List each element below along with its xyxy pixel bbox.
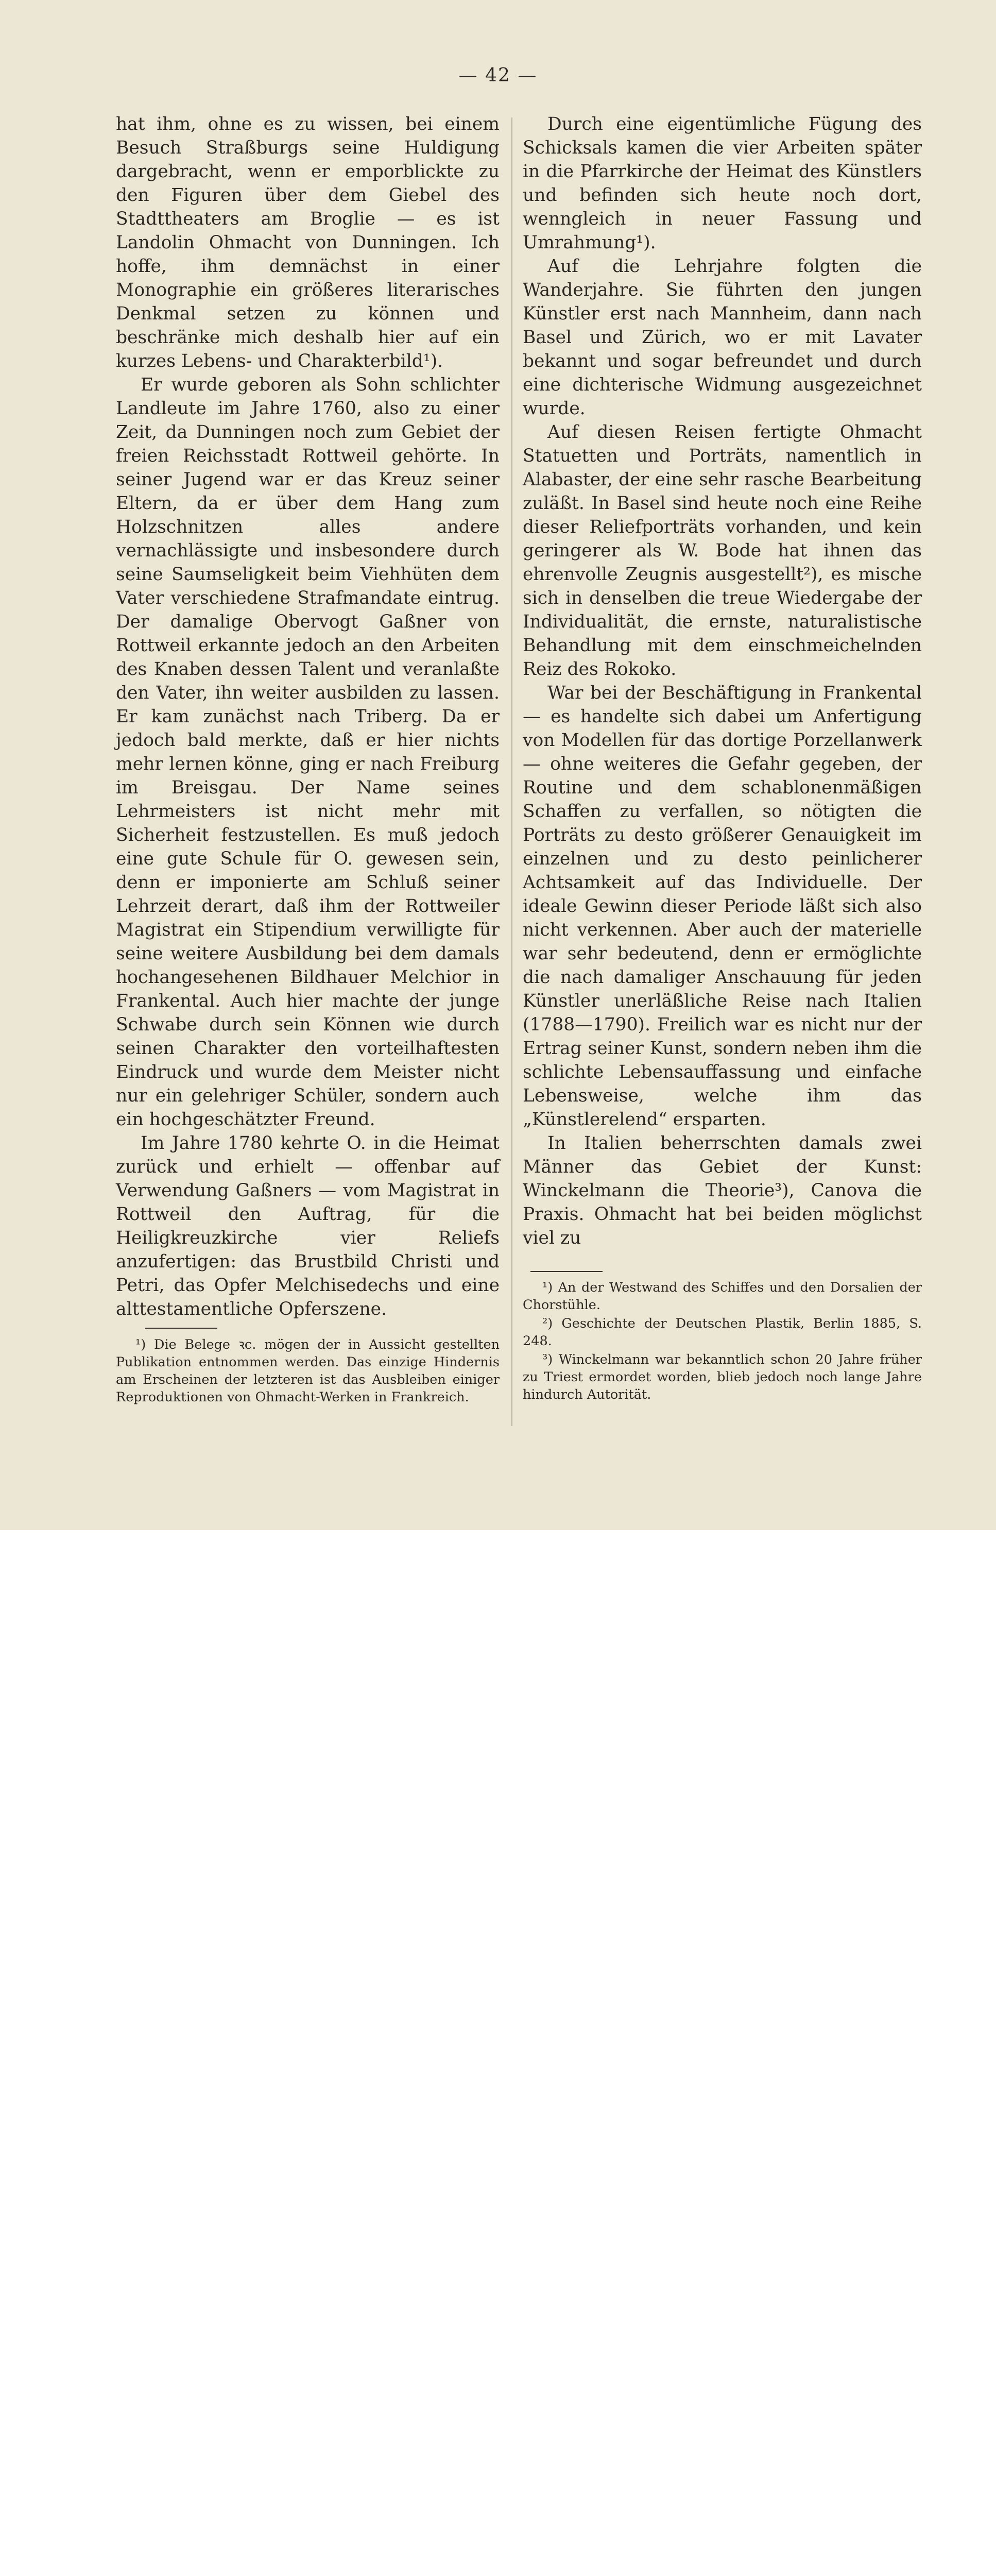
- footnote: ¹) An der Westwand des Schiffes und den Dorsalien der Chorstühle.: [523, 1280, 922, 1313]
- footnote: ²) Geschichte der Deutschen Plastik, Berlin 1885, S. 248.: [523, 1316, 922, 1349]
- left-column: [116, 112, 500, 1321]
- paragraph: Durch eine eigentümliche Fügung des Schicksals kamen die vier Arbeiten später in die Pfarrkirche der Heimat des Künstlers und befinden sich heute noch dort, wenngleich in neuer Fassung und Umrahmung¹).: [523, 114, 922, 253]
- footnote-rule: [145, 1328, 217, 1329]
- paragraph: Er wurde geboren als Sohn schlichter Landleute im Jahre 1760, also zu einer Zeit, da Dunningen noch zum Gebiet der freien Reichsstadt Rottweil gehörte. In seiner Jugend war er das Kreuz seiner Eltern, da er über dem Hang zum Holzschnitzen alles andere vernachlässigte und insbesondere durch seine Saumseligkeit beim Viehhüten dem Vater verschiedene Strafmandate eintrug. Der damalige Obervogt Gaßner von Rottweil erkannte jedoch an den Arbeiten des Knaben dessen Talent und veranlaßte den Vater, ihn weiter ausbilden zu lassen. Er kam zunächst nach Triberg. Da er jedoch bald merkte, daß er hier nichts mehr lernen könne, ging er nach Freiburg im Breisgau. Der Name seines Lehrmeisters ist nicht mehr mit Sicherheit festzustellen. Es muß jedoch eine gute Schule für O. gewesen sein, denn er imponierte am Schluß seiner Lehrzeit derart, daß ihm der Rottweiler Magistrat ein Stipendium verwilligte für seine weitere Ausbildung bei dem damals hochangesehenen Bildhauer Melchior in Frankental. Auch hier machte der junge Schwabe durch sein Können wie durch seinen Charakter den vorteilhaftesten Eindruck und wurde dem Meister nicht nur ein gelehriger Schüler, sondern auch ein hochgeschätzter Freund.: [116, 375, 500, 1130]
- viewer-footer: [0, 1530, 996, 1605]
- right-column: [523, 112, 922, 1250]
- column-divider: [511, 117, 512, 1426]
- page-number: — 42 —: [458, 65, 538, 86]
- footnotes-right: [523, 1279, 922, 1404]
- footnotes-left: [116, 1336, 500, 1407]
- paragraph: War bei der Beschäftigung in Frankental — es handelte sich dabei um Anfertigung von Modellen für das dortige Porzellanwerk — ohne weiteres die Gefahr gegeben, der Routine und dem schablonenmäßigen Schaffen zu verfallen, so nötigten die Porträts zu desto größerer Genauigkeit im einzelnen und zu desto peinlicherer Achtsamkeit auf das Individuelle. Der ideale Gewinn dieser Periode läßt sich also nicht verkennen. Aber auch der materielle war sehr bedeutend, denn er ermöglichte die nach damaliger Anschauung für jeden Künstler unerläßliche Reise nach Italien (1788—1790). Freilich war es nicht nur der Ertrag seiner Kunst, sondern neben ihm die schlichte Lebensauffassung und einfache Lebensweise, welche ihm das „Künstlerelend“ ersparten.: [523, 683, 922, 1130]
- paragraph: In Italien beherrschten damals zwei Männer das Gebiet der Kunst: Winckelmann die Theorie³), Canova die Praxis. Ohmacht hat bei beiden möglichst viel zu: [523, 1133, 922, 1248]
- paragraph: Auf diesen Reisen fertigte Ohmacht Statuetten und Porträts, namentlich in Alabaster, der eine sehr rasche Bearbeitung zuläßt. In Basel sind heute noch eine Reihe dieser Reliefporträts vorhanden, und kein geringerer als W. Bode hat ihnen das ehrenvolle Zeugnis ausgestellt²), es mische sich in denselben die treue Wiedergabe der Individualität, die ernste, naturalistische Behandlung mit dem einschmeichelnden Reiz des Rokoko.: [523, 422, 922, 680]
- footnote: ¹) Die Belege ꝛc. mögen der in Aussicht gestellten Publikation entnommen werden. Das einzige Hindernis am Erscheinen der letzteren ist das Ausbleiben einiger Reproduktionen von Ohmacht-Werken in Frankreich.: [116, 1337, 500, 1405]
- paragraph: Auf die Lehrjahre folgten die Wanderjahre. Sie führten den jungen Künstler erst nach Mannheim, dann nach Basel und Zürich, wo er mit Lavater bekannt und sogar befreundet und durch eine dichterische Widmung ausgezeichnet wurde.: [523, 256, 922, 419]
- footnote: ³) Winckelmann war bekanntlich schon 20 Jahre früher zu Triest ermordet worden, blieb jedoch noch lange Jahre hindurch Autorität.: [523, 1352, 922, 1402]
- footnote-rule: [530, 1271, 603, 1272]
- paragraph: hat ihm, ohne es zu wissen, bei einem Besuch Straßburgs seine Huldigung dargebracht, wenn er emporblickte zu den Figuren über dem Giebel des Stadttheaters am Broglie — es ist Landolin Ohmacht von Dunningen. Ich hoffe, ihm demnächst in einer Monographie ein größeres literarisches Denkmal setzen zu können und beschränke mich deshalb hier auf ein kurzes Lebens- und Charakterbild¹).: [116, 114, 500, 371]
- paragraph: Im Jahre 1780 kehrte O. in die Heimat zurück und erhielt — offenbar auf Verwendung Gaßners — vom Magistrat in Rottweil den Auftrag, für die Heiligkreuzkirche vier Reliefs anzufertigen: das Brustbild Christi und Petri, das Opfer Melchisedechs und eine alttestamentliche Opferszene.: [116, 1133, 500, 1319]
